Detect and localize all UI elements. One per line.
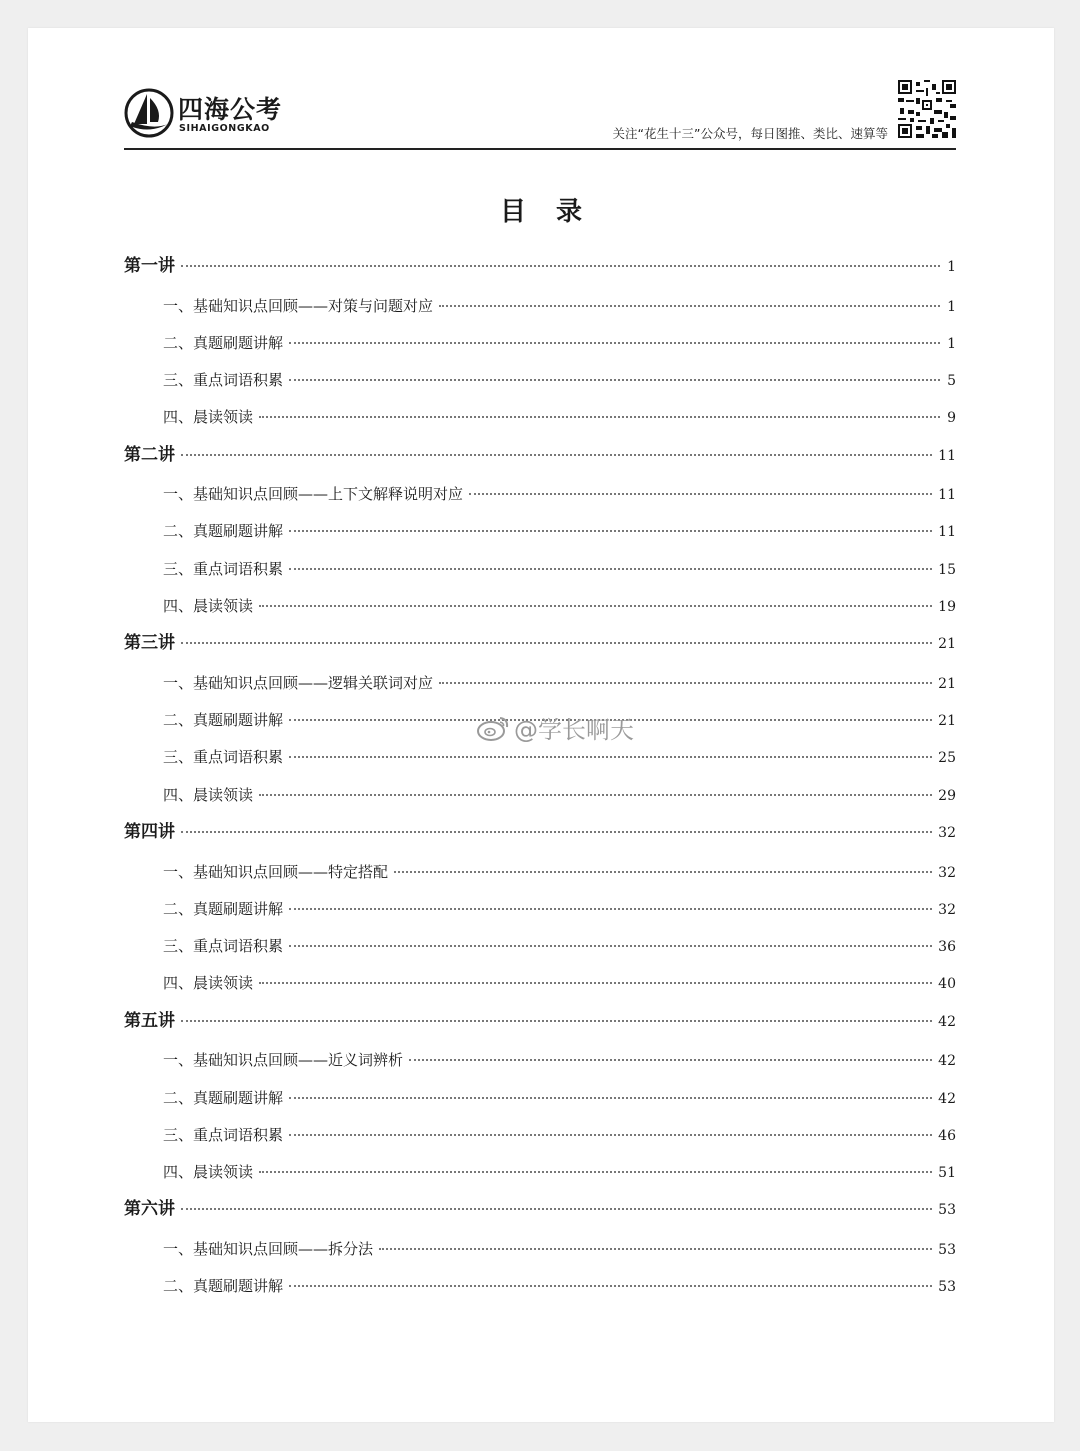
toc-entry-label: 二、真题刷题讲解	[163, 333, 284, 352]
toc-section-row[interactable]	[124, 667, 956, 704]
toc-entry-label: 三、重点词语积累	[163, 1125, 284, 1144]
toc-section-row[interactable]	[124, 1044, 956, 1081]
toc-page-number: 1	[947, 298, 956, 315]
toc-section-row[interactable]	[124, 401, 956, 438]
toc-entry-label: 二、真题刷题讲解	[163, 711, 284, 730]
toc-leader-dots	[289, 1097, 932, 1099]
toc-section-row[interactable]	[124, 1233, 956, 1270]
toc-section-row[interactable]	[124, 967, 956, 1004]
toc-page-number: 1	[947, 259, 956, 275]
toc-page-number: 21	[938, 636, 956, 653]
toc-entry-label: 二、真题刷题讲解	[163, 522, 284, 541]
toc-leader-dots	[259, 982, 932, 984]
toc-section-row[interactable]	[124, 1082, 956, 1119]
toc-page-number: 9	[947, 410, 956, 427]
toc-leader-dots	[181, 831, 932, 833]
toc-page-number: 36	[938, 939, 956, 956]
toc-leader-dots	[289, 379, 940, 381]
toc-leader-dots	[394, 871, 932, 873]
toc-chapter-row[interactable]	[124, 250, 956, 290]
toc-page-number: 42	[938, 1053, 956, 1070]
watermark-text: @学长啊天	[514, 716, 634, 744]
toc-entry-label: 一、基础知识点回顾——拆分法	[163, 1239, 374, 1258]
toc-page-number: 21	[938, 675, 956, 692]
toc-page-number: 29	[938, 787, 956, 804]
toc-section-row[interactable]	[124, 515, 956, 552]
toc-entry-label: 四、晨读领读	[163, 1163, 254, 1182]
toc-page-number: 19	[938, 599, 956, 616]
toc-leader-dots	[289, 342, 940, 344]
toc-entry-label: 一、基础知识点回顾——上下文解释说明对应	[163, 485, 464, 504]
toc-page-number: 42	[938, 1013, 956, 1030]
toc-leader-dots	[289, 908, 932, 910]
toc-leader-dots	[469, 493, 932, 495]
toc-entry-label: 四、晨读领读	[163, 597, 254, 616]
toc-entry-label: 第一讲	[124, 256, 175, 276]
toc-page-number: 53	[938, 1241, 956, 1258]
watermark	[476, 710, 634, 745]
toc-page-number: 51	[938, 1165, 956, 1182]
toc-leader-dots	[289, 568, 932, 570]
toc-entry-label: 第二讲	[124, 444, 175, 465]
table-of-contents	[124, 250, 956, 1308]
toc-section-row[interactable]	[124, 1119, 956, 1156]
toc-leader-dots	[259, 1171, 932, 1173]
toc-leader-dots	[181, 1020, 932, 1022]
toc-page-number: 11	[938, 487, 956, 504]
toc-leader-dots	[289, 1285, 932, 1287]
toc-section-row[interactable]	[124, 327, 956, 364]
toc-page-number: 32	[938, 825, 956, 842]
toc-leader-dots	[259, 416, 940, 418]
toc-entry-label: 四、晨读领读	[163, 408, 254, 427]
toc-page-number: 11	[938, 447, 956, 464]
toc-title: 目录	[499, 197, 612, 227]
toc-section-row[interactable]	[124, 741, 956, 778]
toc-page-number: 42	[938, 1090, 956, 1107]
toc-entry-label: 第六讲	[124, 1199, 175, 1220]
toc-page-number: 32	[938, 901, 956, 918]
page-header	[124, 80, 956, 150]
toc-entry-label: 二、真题刷题讲解	[163, 1088, 284, 1107]
toc-page-number: 21	[938, 713, 956, 730]
toc-entry-label: 三、重点词语积累	[163, 559, 284, 578]
toc-leader-dots	[181, 265, 940, 267]
toc-entry-label: 二、真题刷题讲解	[163, 899, 284, 918]
toc-leader-dots	[409, 1059, 932, 1061]
toc-entry-label: 四、晨读领读	[163, 974, 254, 993]
brand-name-cn: 四海公考	[178, 95, 283, 124]
toc-section-row[interactable]	[124, 553, 956, 590]
toc-entry-label: 一、基础知识点回顾——逻辑关联词对应	[163, 673, 434, 692]
toc-page-number: 53	[938, 1202, 956, 1219]
toc-section-row[interactable]	[124, 364, 956, 401]
toc-leader-dots	[181, 454, 932, 456]
toc-page-number: 11	[938, 524, 956, 541]
toc-page-number: 5	[947, 373, 956, 390]
toc-entry-label: 二、真题刷题讲解	[163, 1277, 284, 1296]
toc-entry-label: 第三讲	[124, 633, 175, 654]
weibo-icon	[476, 714, 510, 742]
toc-leader-dots	[289, 945, 932, 947]
brand-logo	[124, 86, 294, 144]
toc-chapter-row[interactable]	[124, 1005, 956, 1045]
toc-entry-label: 四、晨读领读	[163, 785, 254, 804]
toc-chapter-row[interactable]	[124, 816, 956, 856]
toc-entry-label: 三、重点词语积累	[163, 748, 284, 767]
toc-chapter-row[interactable]	[124, 439, 956, 479]
toc-page-number: 46	[938, 1127, 956, 1144]
sail-logo-icon	[124, 88, 174, 138]
toc-page-number: 15	[938, 561, 956, 578]
qr-code-icon	[898, 80, 956, 138]
toc-chapter-row[interactable]	[124, 627, 956, 667]
toc-entry-label: 一、基础知识点回顾——特定搭配	[163, 862, 389, 881]
toc-entry-label: 一、基础知识点回顾——近义词辨析	[163, 1051, 404, 1070]
toc-section-row[interactable]	[124, 779, 956, 816]
toc-leader-dots	[181, 1208, 932, 1210]
toc-leader-dots	[259, 794, 932, 796]
toc-section-row[interactable]	[124, 290, 956, 327]
toc-entry-label: 第五讲	[124, 1010, 175, 1031]
toc-leader-dots	[289, 756, 932, 758]
toc-section-row[interactable]	[124, 590, 956, 627]
header-note: 关注“花生十三”公众号，每日图推、类比、速算等	[612, 126, 888, 141]
toc-page-number: 1	[947, 335, 956, 352]
toc-leader-dots	[289, 530, 932, 532]
toc-page-number: 53	[938, 1279, 956, 1296]
document-page	[28, 28, 1054, 1422]
toc-entry-label: 一、基础知识点回顾——对策与问题对应	[163, 296, 434, 315]
toc-leader-dots	[439, 305, 940, 307]
toc-section-row[interactable]	[124, 1156, 956, 1193]
toc-entry-label: 三、重点词语积累	[163, 371, 284, 390]
toc-leader-dots	[379, 1248, 932, 1250]
toc-section-row[interactable]	[124, 893, 956, 930]
brand-name-en: SIHAIGONGKAO	[179, 123, 270, 134]
toc-leader-dots	[259, 605, 932, 607]
toc-section-row[interactable]	[124, 478, 956, 515]
toc-page-number: 40	[938, 976, 956, 993]
toc-section-row[interactable]	[124, 856, 956, 893]
toc-page-number: 25	[938, 750, 956, 767]
toc-leader-dots	[289, 1134, 932, 1136]
toc-leader-dots	[181, 642, 932, 644]
toc-chapter-row[interactable]	[124, 1193, 956, 1233]
toc-section-row[interactable]	[124, 1270, 956, 1307]
toc-leader-dots	[439, 682, 932, 684]
toc-section-row[interactable]	[124, 930, 956, 967]
toc-entry-label: 第四讲	[124, 822, 175, 843]
toc-entry-label: 三、重点词语积累	[163, 937, 284, 956]
toc-page-number: 32	[938, 864, 956, 881]
